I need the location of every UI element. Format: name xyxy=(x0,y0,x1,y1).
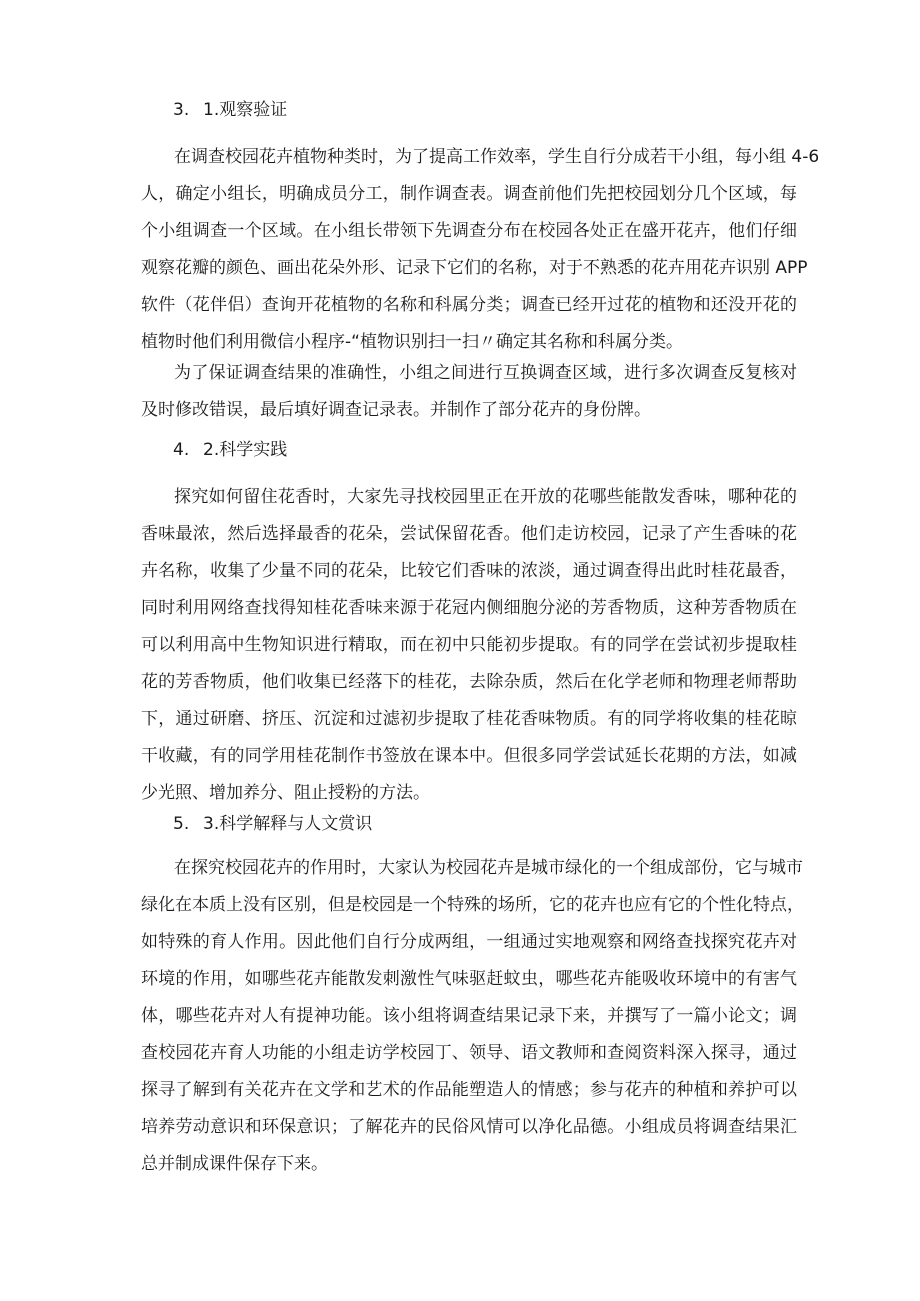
paragraph-line: 观察花瓣的颜色、画出花朵外形、记录下它们的名称，对于不熟悉的花卉用花卉识别 APP xyxy=(141,258,808,278)
paragraph-line: 如特殊的育人作用。因此他们自行分成两组，一组通过实地观察和网络查找探究花卉对 xyxy=(141,932,797,952)
paragraph-line: 在探究校园花卉的作用时，大家认为校园花卉是城市绿化的一个组成部份，它与城市 xyxy=(174,858,803,878)
paragraph xyxy=(141,355,797,429)
paragraph-line: 人，确定小组长，明确成员分工，制作调查表。调查前他们先把校园划分几个区域，每 xyxy=(141,184,797,204)
paragraph xyxy=(141,139,820,361)
paragraph-line: 在调查校园花卉植物种类时，为了提高工作效率，学生自行分成若干小组，每小组 4-6 xyxy=(174,147,820,167)
section-title: 1.观察验证 xyxy=(203,100,288,120)
section-number: 5. xyxy=(173,814,190,834)
paragraph-line: 为了保证调查结果的准确性，小组之间进行互换调查区域，进行多次调查反复核对 xyxy=(174,363,797,383)
paragraph-line: 体，哪些花卉对人有提神功能。该小组将调查结果记录下来，并撰写了一篇小论文；调 xyxy=(141,1006,797,1026)
paragraph-line: 干收藏，有的同学用桂花制作书签放在课本中。但很多同学尝试延长花期的方法，如减 xyxy=(141,746,797,766)
paragraph-line: 绿化在本质上没有区别，但是校园是一个特殊的场所，它的花卉也应有它的个性化特点， xyxy=(141,895,804,915)
paragraph-line: 查校园花卉育人功能的小组走访学校园丁、领导、语文教师和查阅资料深入探寻，通过 xyxy=(141,1043,797,1063)
section-heading xyxy=(173,440,287,460)
paragraph xyxy=(141,850,804,1183)
paragraph-line: 可以利用高中生物知识进行精取，而在初中只能初步提取。有的同学在尝试初步提取桂 xyxy=(141,635,797,655)
paragraph-line: 少光照、增加养分、阻止授粉的方法。 xyxy=(141,783,430,803)
paragraph-line: 软件（花伴侣）查询开花植物的名称和科属分类；调查已经开过花的植物和还没开花的 xyxy=(141,295,797,315)
paragraph-line: 花的芳香物质，他们收集已经落下的桂花，去除杂质，然后在化学老师和物理老师帮助 xyxy=(141,672,797,692)
paragraph-line: 同时利用网络查找得知桂花香味来源于花冠内侧细胞分泌的芳香物质，这种芳香物质在 xyxy=(141,598,797,618)
section-title: 2.科学实践 xyxy=(203,440,288,460)
paragraph-line: 个小组调查一个区域。在小组长带领下先调查分布在校园各处正在盛开花卉，他们仔细 xyxy=(141,221,797,241)
section-title: 3.科学解释与人文赏识 xyxy=(203,814,373,834)
section-heading xyxy=(173,100,287,120)
section-heading xyxy=(173,814,372,834)
paragraph-line: 探寻了解到有关花卉在文学和艺术的作品能塑造人的情感；参与花卉的种植和养护可以 xyxy=(141,1080,797,1100)
paragraph-line: 植物时他们利用微信小程序-“植物识别扫一扫〃确定其名称和科属分类。 xyxy=(141,332,683,352)
paragraph-line: 探究如何留住花香时，大家先寻找校园里正在开放的花哪些能散发香味，哪种花的 xyxy=(174,487,797,507)
paragraph-line: 卉名称，收集了少量不同的花朵，比较它们香味的浓淡，通过调查得出此时桂花最香， xyxy=(141,561,797,581)
paragraph xyxy=(141,479,797,812)
section-number: 4. xyxy=(173,440,190,460)
paragraph-line: 环境的作用，如哪些花卉能散发刺激性气味驱赶蚊虫，哪些花卉能吸收环境中的有害气 xyxy=(141,969,797,989)
paragraph-line: 下，通过研磨、挤压、沉淀和过滤初步提取了桂花香味物质。有的同学将收集的桂花晾 xyxy=(141,709,797,729)
paragraph-line: 及时修改错误，最后填好调查记录表。并制作了部分花卉的身份牌。 xyxy=(141,400,651,420)
paragraph-line: 香味最浓，然后选择最香的花朵，尝试保留花香。他们走访校园，记录了产生香味的花 xyxy=(141,524,797,544)
section-number: 3. xyxy=(173,100,190,120)
paragraph-line: 培养劳动意识和环保意识；了解花卉的民俗风情可以净化品德。小组成员将调查结果汇 xyxy=(141,1117,797,1137)
paragraph-line: 总并制成课件保存下来。 xyxy=(141,1154,328,1174)
